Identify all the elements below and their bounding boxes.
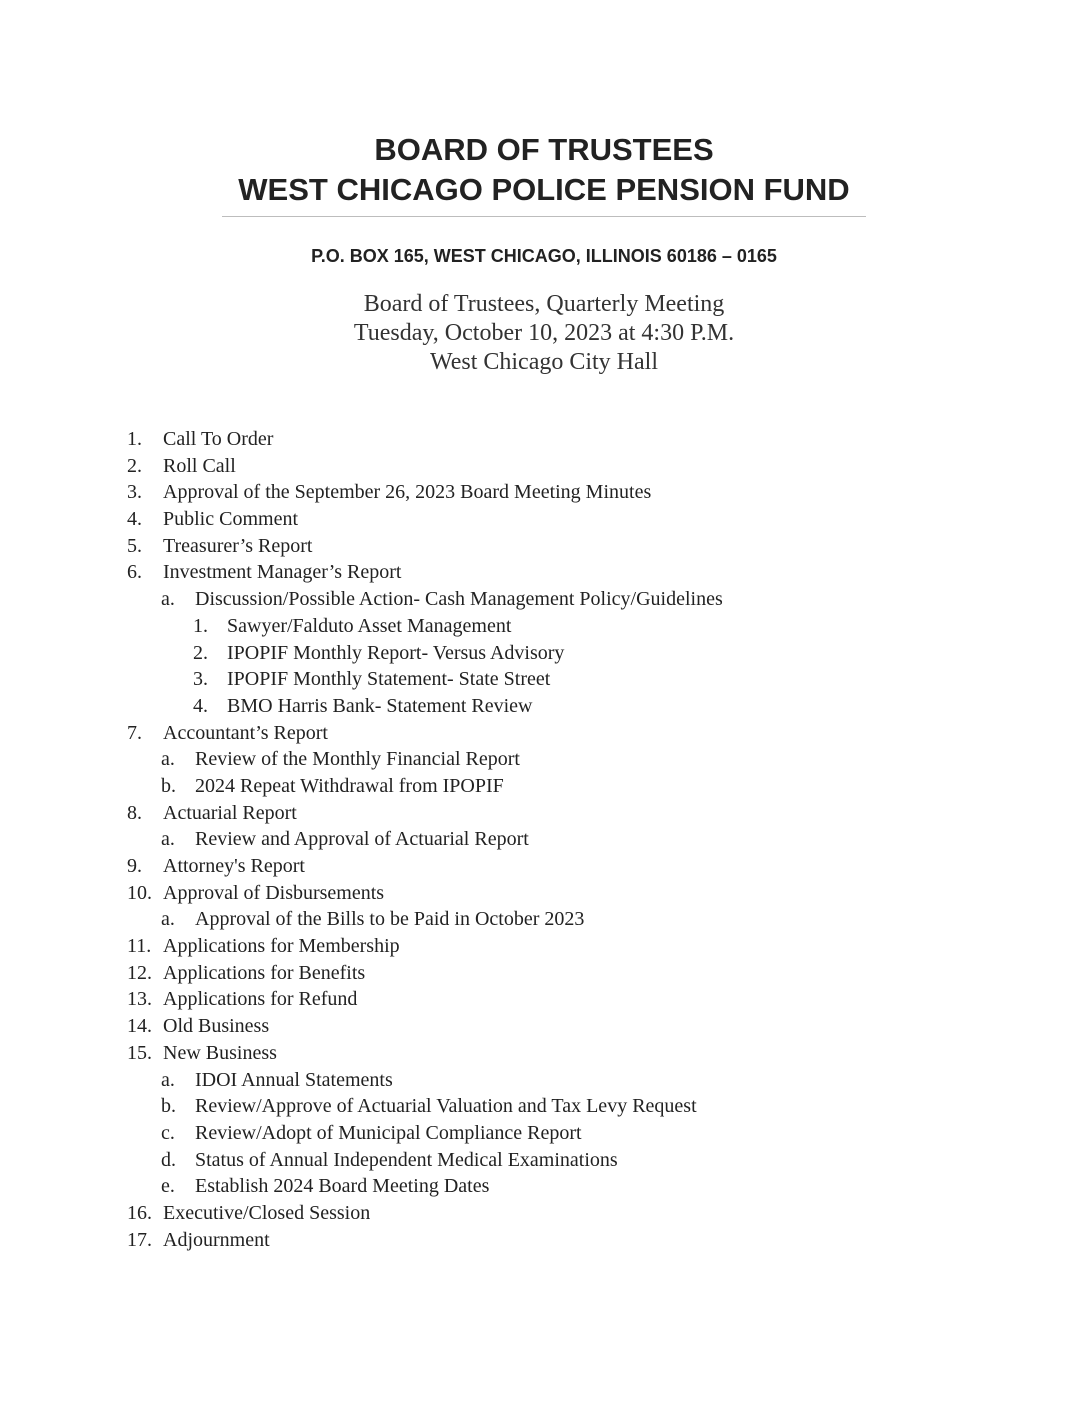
agenda-item-marker: 13. bbox=[127, 988, 152, 1011]
agenda-item bbox=[0, 426, 1088, 453]
agenda-item-text: Investment Manager’s Report bbox=[163, 561, 402, 584]
agenda-item-text: Treasurer’s Report bbox=[163, 534, 313, 557]
agenda-item-text: Status of Annual Independent Medical Examinations bbox=[195, 1148, 618, 1171]
agenda-item-text: Adjournment bbox=[163, 1228, 270, 1251]
agenda-item-text: Sawyer/Falduto Asset Management bbox=[227, 614, 512, 637]
agenda-item bbox=[0, 826, 1088, 853]
agenda-item bbox=[0, 746, 1088, 773]
agenda-item-marker: d. bbox=[161, 1148, 176, 1171]
agenda-item bbox=[0, 906, 1088, 933]
agenda-item-marker: 4. bbox=[193, 694, 208, 717]
agenda-item-text: Review/Adopt of Municipal Compliance Report bbox=[195, 1121, 582, 1144]
agenda-item bbox=[0, 640, 1088, 667]
agenda-item bbox=[0, 1173, 1088, 1200]
agenda-item bbox=[0, 693, 1088, 720]
agenda-item bbox=[0, 559, 1088, 586]
agenda-item-text: Discussion/Possible Action- Cash Management Policy/Guidelines bbox=[195, 588, 723, 611]
agenda-item-text: Old Business bbox=[163, 1015, 270, 1038]
agenda-item-marker: 1. bbox=[193, 614, 208, 637]
agenda-item bbox=[0, 960, 1088, 987]
agenda-item-text: Approval of the September 26, 2023 Board Meeting Minutes bbox=[163, 481, 652, 504]
agenda-item-text: Executive/Closed Session bbox=[163, 1201, 371, 1224]
agenda-item bbox=[0, 1093, 1088, 1120]
agenda-item bbox=[0, 773, 1088, 800]
agenda-item-marker: 2. bbox=[127, 454, 142, 477]
title-line-1: BOARD OF TRUSTEES bbox=[374, 132, 714, 167]
agenda-item-text: Establish 2024 Board Meeting Dates bbox=[195, 1175, 490, 1198]
agenda-item bbox=[0, 1120, 1088, 1147]
agenda-item bbox=[0, 1013, 1088, 1040]
agenda-item bbox=[0, 880, 1088, 907]
agenda-item-marker: a. bbox=[161, 828, 175, 851]
agenda-item-marker: 9. bbox=[127, 855, 142, 877]
agenda-item-marker: 11. bbox=[127, 935, 152, 958]
address-line: P.O. BOX 165, WEST CHICAGO, ILLINOIS 60186 – 0165 bbox=[311, 246, 777, 266]
agenda-item bbox=[0, 1040, 1088, 1067]
agenda-item-text: Applications for Membership bbox=[163, 935, 400, 958]
agenda-item-text: Review/Approve of Actuarial Valuation and Tax Levy Request bbox=[195, 1095, 697, 1118]
agenda-item-marker: 12. bbox=[127, 961, 152, 984]
agenda-item-marker: 4. bbox=[127, 508, 142, 531]
agenda-item-text: Approval of the Bills to be Paid in October 2023 bbox=[195, 908, 585, 931]
agenda-item bbox=[0, 1200, 1088, 1227]
agenda-item-marker: c. bbox=[161, 1121, 175, 1144]
agenda-item bbox=[0, 720, 1088, 747]
agenda-item-text: IDOI Annual Statements bbox=[195, 1068, 393, 1091]
agenda-item-marker: 3. bbox=[193, 668, 208, 691]
agenda-item-text: Applications for Refund bbox=[163, 988, 358, 1011]
agenda-item-text: 2024 Repeat Withdrawal from IPOPIF bbox=[195, 774, 504, 797]
agenda-item-marker: a. bbox=[161, 588, 175, 611]
agenda-item-text: Actuarial Report bbox=[163, 801, 297, 824]
agenda-item-marker: 15. bbox=[127, 1041, 152, 1064]
agenda-item-text: IPOPIF Monthly Report- Versus Advisory bbox=[227, 641, 565, 664]
agenda-item bbox=[0, 1147, 1088, 1174]
agenda-item bbox=[0, 1227, 1088, 1254]
agenda-item-text: Call To Order bbox=[163, 428, 274, 450]
agenda-item bbox=[0, 666, 1088, 693]
meeting-location: West Chicago City Hall bbox=[429, 349, 659, 375]
agenda-item bbox=[0, 586, 1088, 613]
agenda-item-text: Review and Approval of Actuarial Report bbox=[195, 828, 529, 851]
agenda-item-marker: 1. bbox=[127, 428, 142, 450]
agenda-item-text: Review of the Monthly Financial Report bbox=[195, 748, 520, 771]
meeting-type: Board of Trustees, Quarterly Meeting bbox=[363, 291, 725, 317]
agenda-item-marker: b. bbox=[161, 774, 176, 797]
agenda-item-text: Accountant’s Report bbox=[163, 721, 328, 744]
agenda-item bbox=[0, 800, 1088, 827]
agenda-list bbox=[0, 426, 1088, 1253]
agenda-item bbox=[0, 479, 1088, 506]
agenda-item-text: Approval of Disbursements bbox=[163, 881, 385, 904]
agenda-item bbox=[0, 506, 1088, 533]
meeting-date-time: Tuesday, October 10, 2023 at 4:30 P.M. bbox=[353, 320, 735, 346]
agenda-item-marker: 5. bbox=[127, 534, 142, 557]
agenda-item bbox=[0, 1067, 1088, 1094]
agenda-item-marker: 10. bbox=[127, 881, 152, 904]
agenda-item-text: Public Comment bbox=[163, 508, 298, 531]
agenda-item bbox=[0, 853, 1088, 880]
agenda-item-text: IPOPIF Monthly Statement- State Street bbox=[227, 668, 551, 691]
agenda-item-marker: 2. bbox=[193, 641, 208, 664]
meeting-info bbox=[0, 290, 1088, 377]
agenda-item-marker: 3. bbox=[127, 481, 142, 504]
agenda-item-marker: 16. bbox=[127, 1201, 152, 1224]
agenda-item-text: New Business bbox=[163, 1041, 277, 1064]
agenda-item-marker: a. bbox=[161, 908, 175, 931]
agenda-item-text: BMO Harris Bank- Statement Review bbox=[227, 694, 533, 717]
agenda-item-marker: 8. bbox=[127, 801, 142, 824]
header-divider bbox=[222, 216, 866, 217]
agenda-item bbox=[0, 453, 1088, 480]
agenda-item bbox=[0, 986, 1088, 1013]
agenda-item-text: Attorney's Report bbox=[163, 855, 305, 877]
agenda-item-marker: 17. bbox=[127, 1228, 152, 1251]
agenda-item bbox=[0, 533, 1088, 560]
agenda-item-marker: 14. bbox=[127, 1015, 152, 1038]
agenda-item-marker: 6. bbox=[127, 561, 142, 584]
agenda-item-marker: b. bbox=[161, 1095, 176, 1118]
agenda-item-marker: 7. bbox=[127, 721, 142, 744]
agenda-item-marker: e. bbox=[161, 1175, 175, 1198]
agenda-item-marker: a. bbox=[161, 1068, 175, 1091]
agenda-item bbox=[0, 933, 1088, 960]
agenda-item-text: Roll Call bbox=[163, 454, 236, 477]
agenda-item bbox=[0, 613, 1088, 640]
agenda-item-text: Applications for Benefits bbox=[163, 961, 366, 984]
title-line-2: WEST CHICAGO POLICE PENSION FUND bbox=[238, 172, 850, 207]
agenda-item-marker: a. bbox=[161, 748, 175, 771]
